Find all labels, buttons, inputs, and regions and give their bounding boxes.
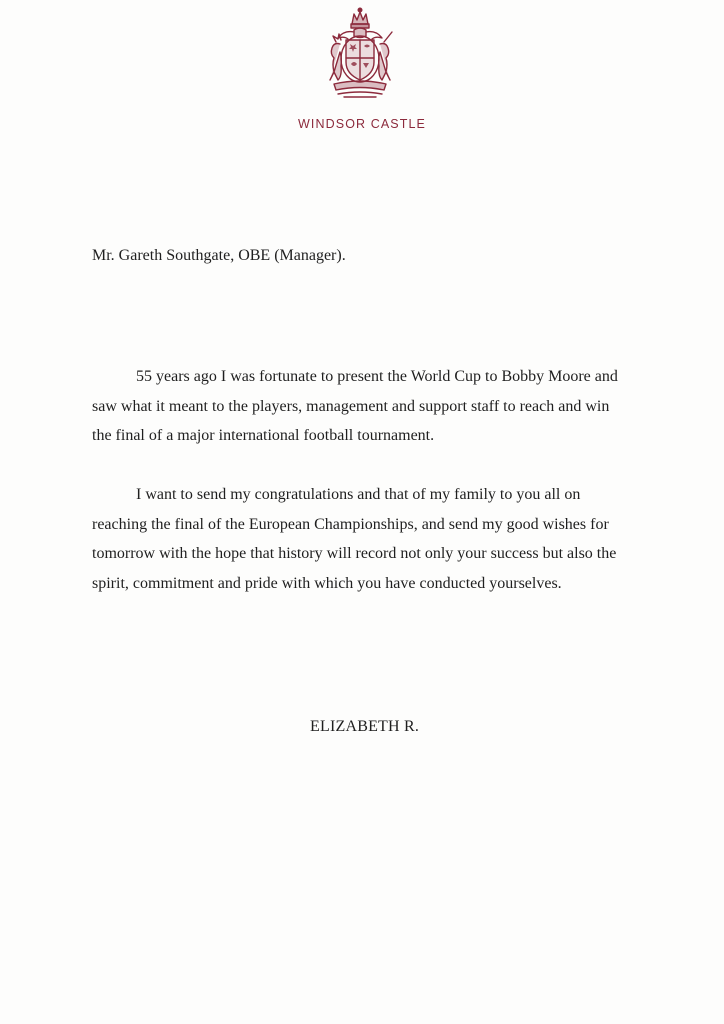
royal-coat-of-arms-icon xyxy=(314,6,406,100)
body-paragraph-2: I want to send my congratulations and that of my family to you all on reaching the final of the European Championships, and send my good wishes for tomorrow with the hope that history will record not only your success but also the spirit, commitment and pride with which you have conducted yourselves. xyxy=(92,486,617,592)
letterhead-windsor-castle: WINDSOR CASTLE xyxy=(298,117,426,131)
addressee-line: Mr. Gareth Southgate, OBE (Manager). xyxy=(92,247,346,264)
signature-line: ELIZABETH R. xyxy=(310,718,420,735)
body-paragraph-1: 55 years ago I was fortunate to present the World Cup to Bobby Moore and saw what it meant to the players, management and support staff to reach and win the final of a major international football tournament. xyxy=(92,368,618,444)
